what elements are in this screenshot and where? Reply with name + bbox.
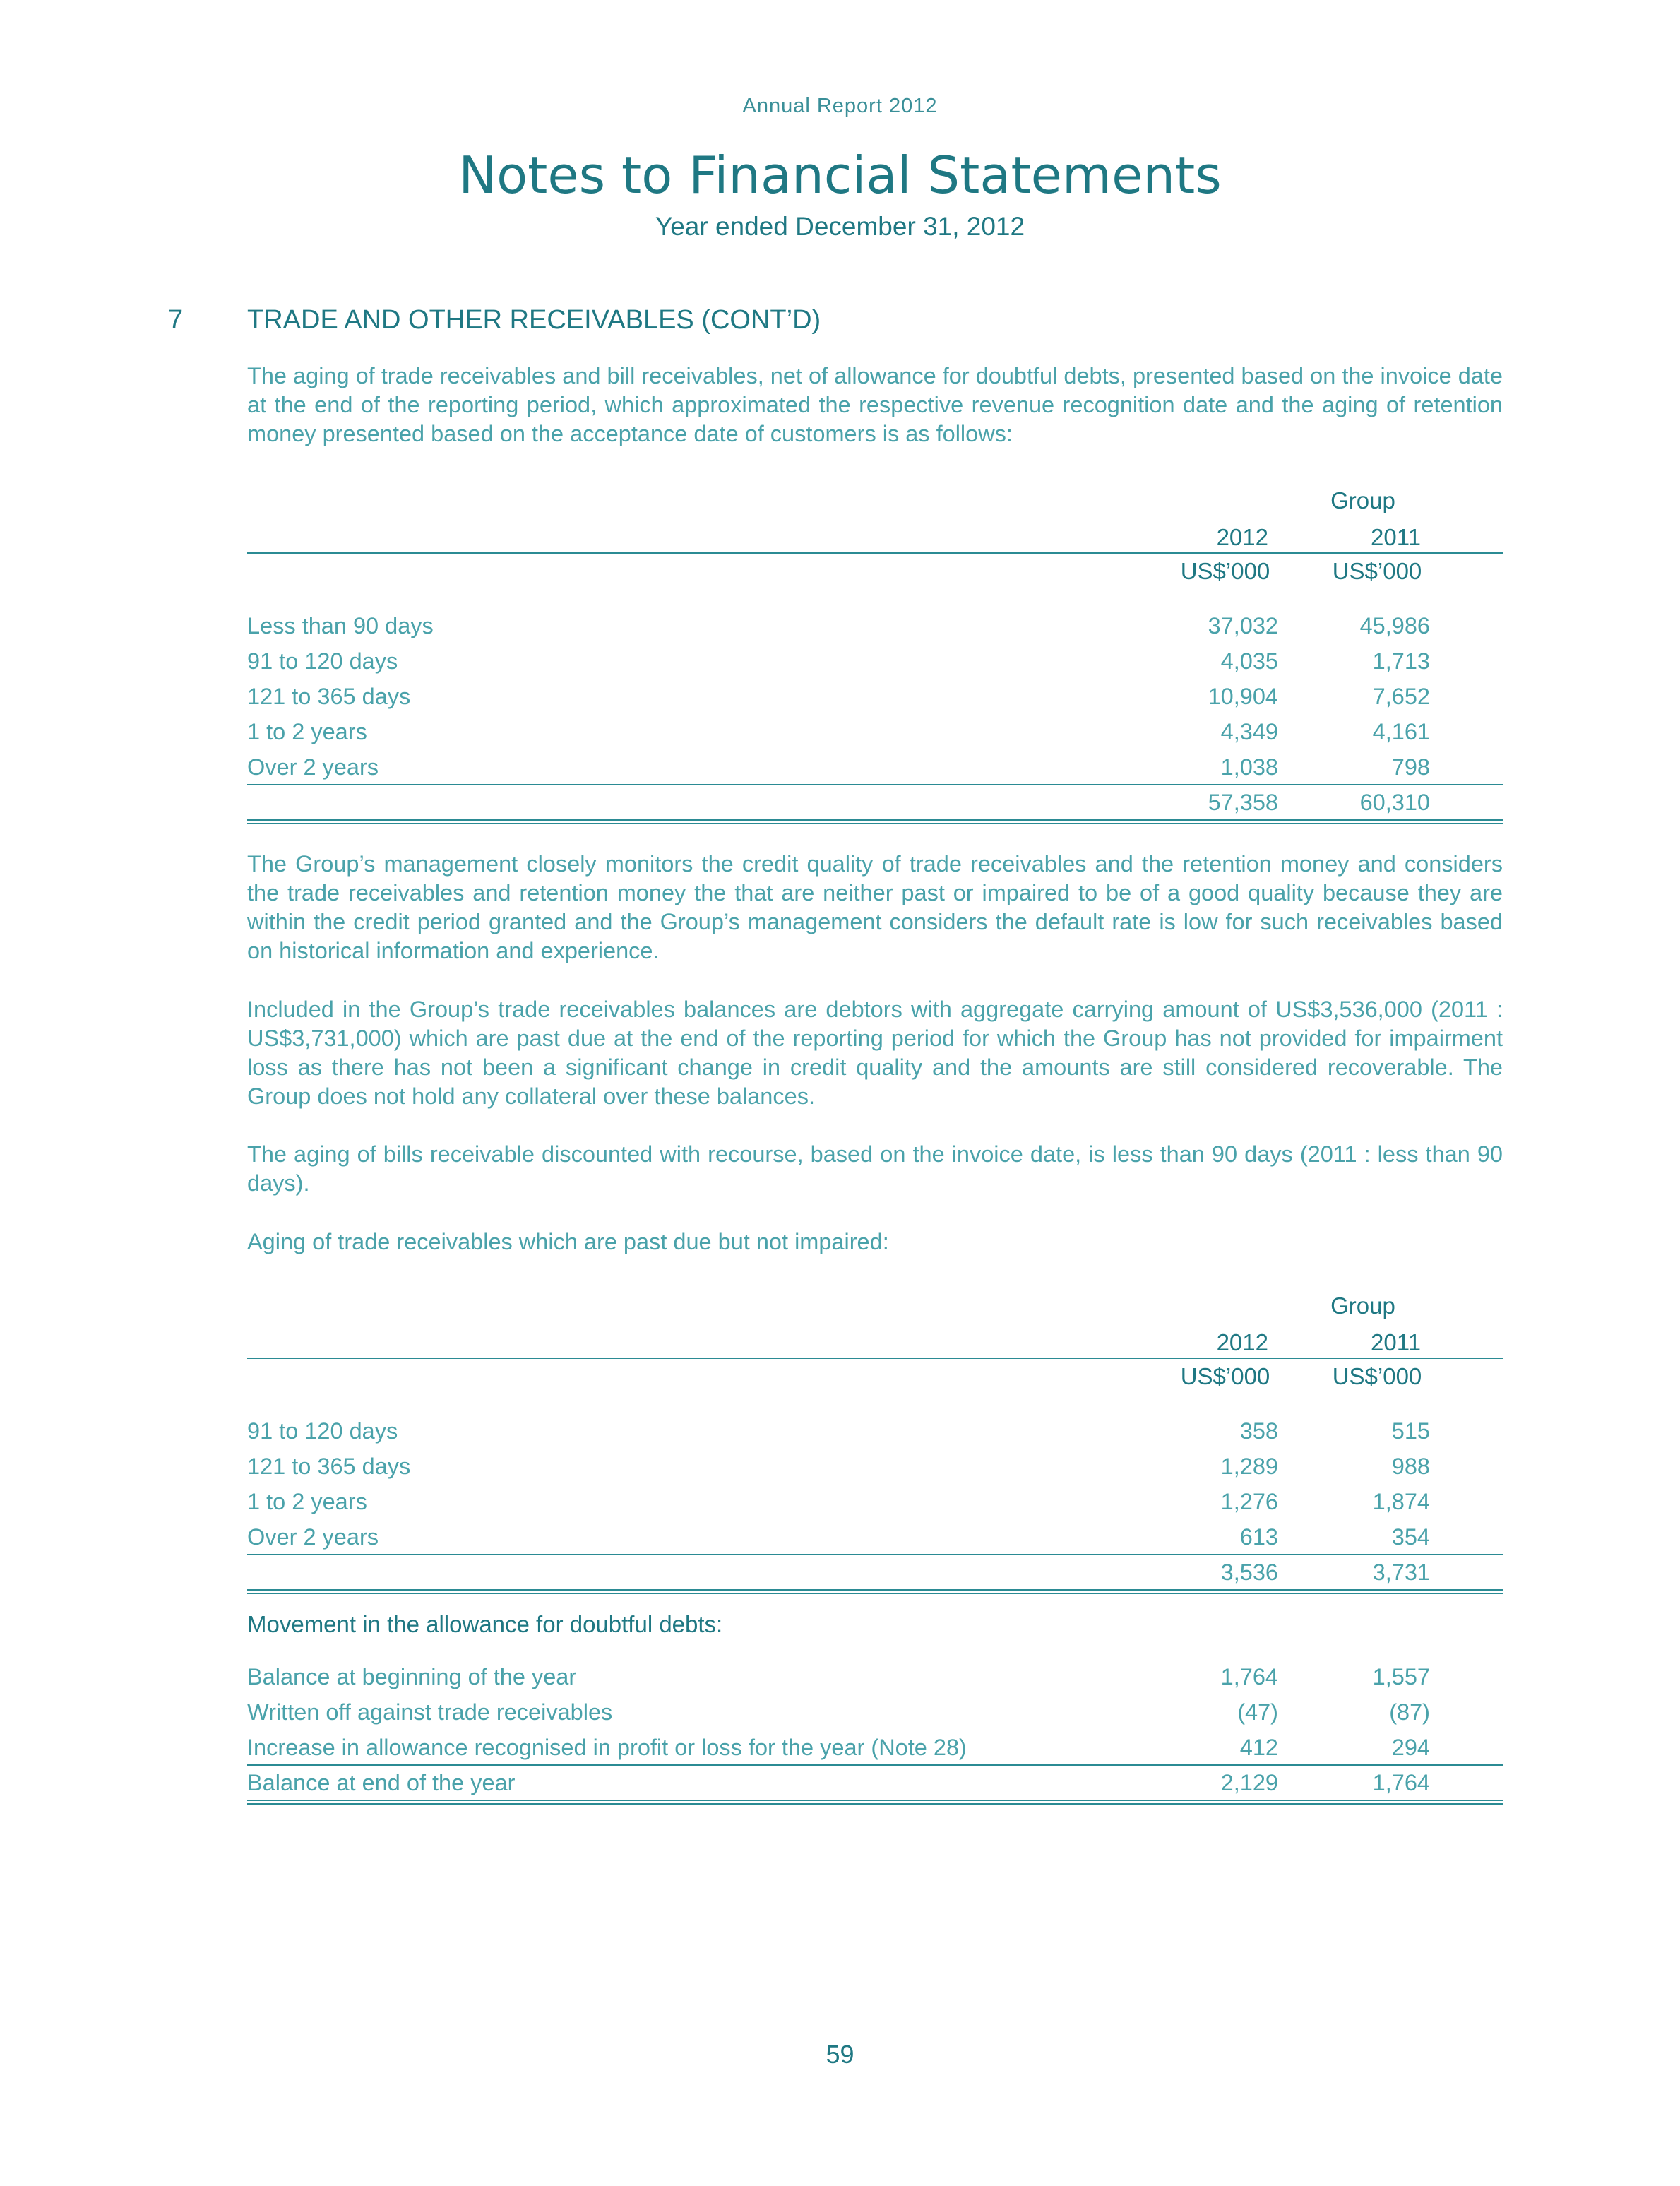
note-number: 7 — [168, 305, 184, 335]
row-label: 91 to 120 days — [247, 648, 398, 674]
table-row — [247, 1454, 1503, 1489]
header-rule — [247, 1358, 1503, 1359]
subtotal-rule — [247, 1764, 1503, 1766]
row-label: 121 to 365 days — [247, 684, 411, 709]
value-2011: 1,764 — [1372, 1770, 1430, 1795]
value-2012: (47) — [1237, 1699, 1278, 1725]
value-2012: 10,904 — [1208, 684, 1278, 709]
value-2011: 1,874 — [1372, 1489, 1430, 1514]
paragraph-aging-past-due: Aging of trade receivables which are past due but not impaired: — [247, 1229, 889, 1254]
value-2012: 37,032 — [1208, 613, 1278, 638]
row-label: Over 2 years — [247, 1524, 379, 1550]
column-year-2011: 2011 — [1371, 1329, 1421, 1355]
total-2012: 57,358 — [1208, 790, 1278, 815]
value-2011: 294 — [1391, 1735, 1430, 1760]
page-number: 59 — [826, 2040, 854, 2069]
table-row — [247, 1664, 1503, 1699]
total-2012: 3,536 — [1220, 1560, 1278, 1585]
row-label: 1 to 2 years — [247, 1489, 367, 1514]
value-2012: 358 — [1239, 1418, 1278, 1444]
page-subtitle: Year ended December 31, 2012 — [655, 212, 1025, 241]
value-2012: 4,349 — [1220, 719, 1278, 744]
value-2011: 354 — [1391, 1524, 1430, 1550]
value-2012: 1,276 — [1220, 1489, 1278, 1514]
running-head: Annual Report 2012 — [742, 95, 938, 117]
row-label: Increase in allowance recognised in profit or loss for the year (Note 28) — [247, 1735, 967, 1760]
table-row — [247, 613, 1503, 648]
row-label: Written off against trade receivables — [247, 1699, 613, 1725]
table-row — [247, 684, 1503, 719]
subtotal-rule — [247, 784, 1503, 785]
value-2012: 1,038 — [1220, 754, 1278, 780]
row-label: 91 to 120 days — [247, 1418, 398, 1444]
allowance-movement-heading: Movement in the allowance for doubtful debts: — [247, 1611, 723, 1637]
row-label: Over 2 years — [247, 754, 379, 780]
column-unit-2012: US$’000 — [1180, 1363, 1270, 1389]
value-2011: 515 — [1391, 1418, 1430, 1444]
value-2012: 1,289 — [1220, 1454, 1278, 1479]
total-2011: 3,731 — [1372, 1560, 1430, 1585]
subtotal-rule — [247, 1554, 1503, 1555]
value-2011: 988 — [1391, 1454, 1430, 1479]
table-row — [247, 719, 1503, 754]
value-2012: 613 — [1239, 1524, 1278, 1550]
value-2011: 4,161 — [1372, 719, 1430, 744]
column-unit-2011: US$’000 — [1332, 558, 1422, 584]
value-2011: 1,713 — [1372, 648, 1430, 674]
paragraph-credit-quality: The Group’s management closely monitors the credit quality of trade receivables and the retention money and considers the trade receivables and retention money the that are neither past or impaired to be of a good quality because they are within the credit period granted and the Group’s management considers the default rate is low for such receivables based on historical information and experience. — [247, 851, 1503, 963]
column-year-2011: 2011 — [1371, 524, 1421, 550]
total-2011: 60,310 — [1359, 790, 1430, 815]
note-heading: TRADE AND OTHER RECEIVABLES (CONT’D) — [247, 305, 821, 335]
table-row — [247, 1699, 1503, 1735]
total-double-rule — [247, 1589, 1503, 1594]
row-label: 1 to 2 years — [247, 719, 367, 744]
table-row — [247, 1489, 1503, 1524]
value-2012: 1,764 — [1220, 1664, 1278, 1689]
column-year-2012: 2012 — [1216, 524, 1268, 550]
column-group-label: Group — [1330, 487, 1395, 513]
value-2012: 2,129 — [1220, 1770, 1278, 1795]
paragraph-bills-discounted: The aging of bills receivable discounted with recourse, based on the invoice date, is less than 90 days (2011 : less than 90 days). — [247, 1141, 1503, 1196]
total-double-rule — [247, 819, 1503, 824]
value-2011: 1,557 — [1372, 1664, 1430, 1689]
value-2011: (87) — [1389, 1699, 1430, 1725]
table-row — [247, 648, 1503, 684]
value-2011: 798 — [1391, 754, 1430, 780]
row-label: Balance at end of the year — [247, 1770, 516, 1795]
column-unit-2012: US$’000 — [1180, 558, 1270, 584]
column-year-2012: 2012 — [1216, 1329, 1268, 1355]
table-row — [247, 1418, 1503, 1454]
value-2012: 4,035 — [1220, 648, 1278, 674]
paragraph-past-due: Included in the Group’s trade receivables balances are debtors with aggregate carrying amount of US$3,536,000 (2011 : US$3,731,000) which are past due at the end of the reporting period for which the Group has not provided for impairment loss as there has not been a significant change in credit quality and the amounts are still considered recoverable. The Group does not hold any collateral over these balances. — [247, 997, 1503, 1109]
column-group-label: Group — [1330, 1293, 1395, 1319]
page-title: Notes to Financial Statements — [458, 145, 1222, 205]
row-label: Balance at beginning of the year — [247, 1664, 577, 1689]
total-double-rule — [247, 1800, 1503, 1805]
row-label: 121 to 365 days — [247, 1454, 411, 1479]
column-unit-2011: US$’000 — [1332, 1363, 1422, 1389]
value-2012: 412 — [1239, 1735, 1278, 1760]
value-2011: 45,986 — [1359, 613, 1430, 638]
header-rule — [247, 552, 1503, 554]
value-2011: 7,652 — [1372, 684, 1430, 709]
paragraph-aging-intro: The aging of trade receivables and bill receivables, net of allowance for doubtful debts, presented based on the invoice date at the end of the reporting period, which approximated the respective revenue recognition date and the aging of retention money presented based on the acceptance date of customers is as follows: — [247, 363, 1503, 446]
row-label: Less than 90 days — [247, 613, 434, 638]
